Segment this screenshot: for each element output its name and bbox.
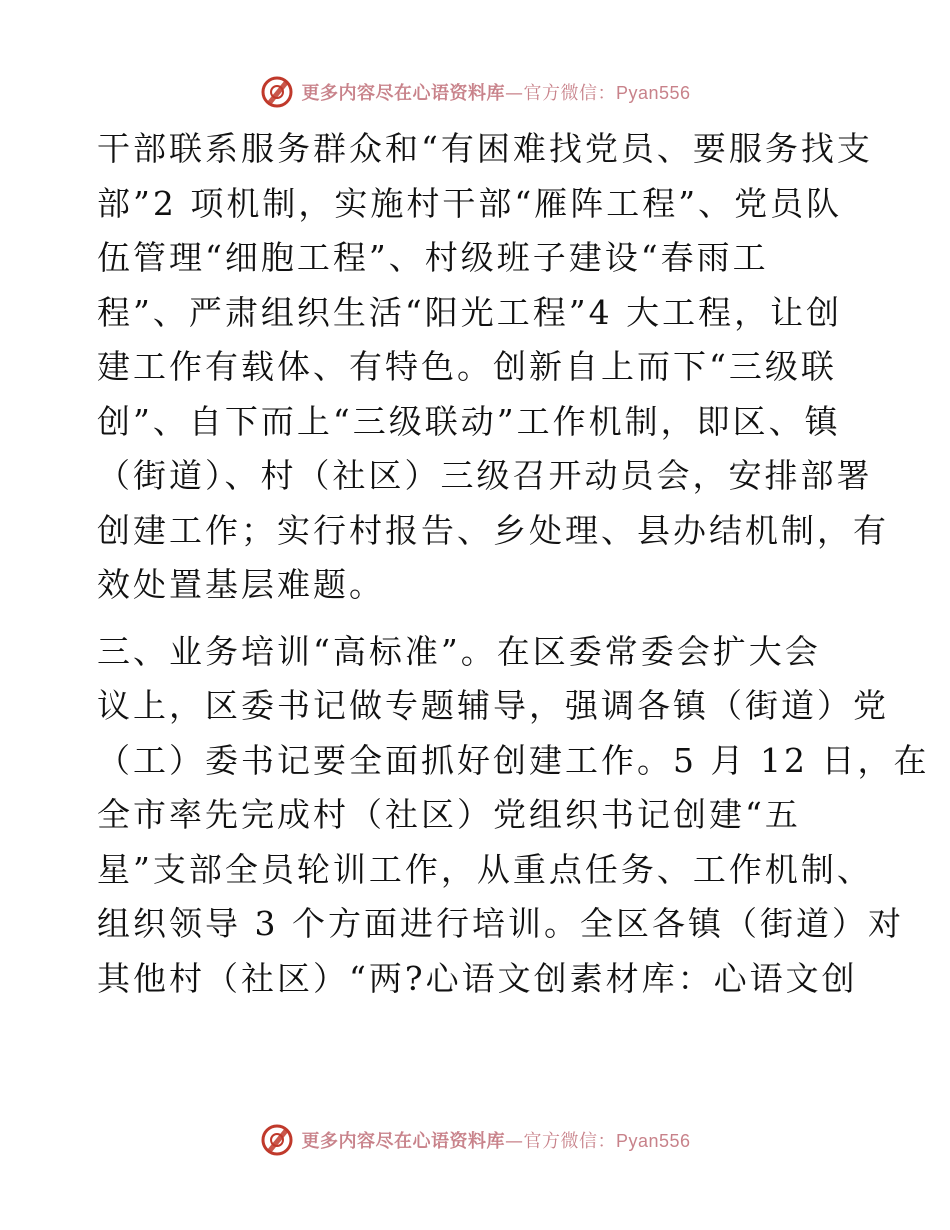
text-line: （工）委书记要全面抓好创建工作。5 月 12 日，在	[97, 740, 930, 780]
paragraph-2	[97, 625, 930, 1007]
text-line: 创建工作；实行村报告、乡处理、县办结机制，有	[97, 510, 889, 550]
text-line: 效处置基层难题。	[97, 565, 385, 604]
text-line: 三、业务培训“高标准”。在区委常委会扩大会	[97, 631, 821, 671]
watermark-text: 更多内容尽在心语资料库—官方微信：Pyan556	[301, 1131, 691, 1152]
text-line: 伍管理“细胞工程”、村级班子建设“春雨工	[97, 238, 769, 277]
pen-circle-logo-icon	[259, 74, 295, 110]
text-line: 干部联系服务群众和“有困难找党员、要服务找支	[97, 129, 873, 168]
text-line: 全市率先完成村（社区）党组织书记创建“五	[97, 795, 801, 834]
header-watermark	[0, 72, 950, 112]
text-line: 其他村（社区）“两?心语文创素材库：心语文创	[97, 958, 858, 998]
text-line: 创”、自下而上“三级联动”工作机制，即区、镇	[97, 401, 841, 441]
paragraph-1	[97, 122, 889, 613]
text-line: 星”支部全员轮训工作，从重点任务、工作机制、	[97, 849, 873, 889]
footer-watermark	[0, 1120, 950, 1160]
document-body	[97, 122, 930, 1006]
text-line: 议上，区委书记做专题辅导，强调各镇（街道）党	[97, 686, 889, 725]
watermark-text: 更多内容尽在心语资料库—官方微信：Pyan556	[301, 83, 691, 104]
text-line: 建工作有载体、有特色。创新自上而下“三级联	[97, 347, 837, 386]
text-line: 组织领导 3 个方面进行培训。全区各镇（街道）对	[97, 904, 904, 943]
text-line: 程”、严肃组织生活“阳光工程”4 大工程，让创	[97, 292, 843, 332]
text-line: 部”2 项机制，实施村干部“雁阵工程”、党员队	[97, 183, 843, 223]
pen-circle-logo-icon	[259, 1122, 295, 1158]
text-line: （街道）、村（社区）三级召开动员会，安排部署	[97, 456, 873, 495]
